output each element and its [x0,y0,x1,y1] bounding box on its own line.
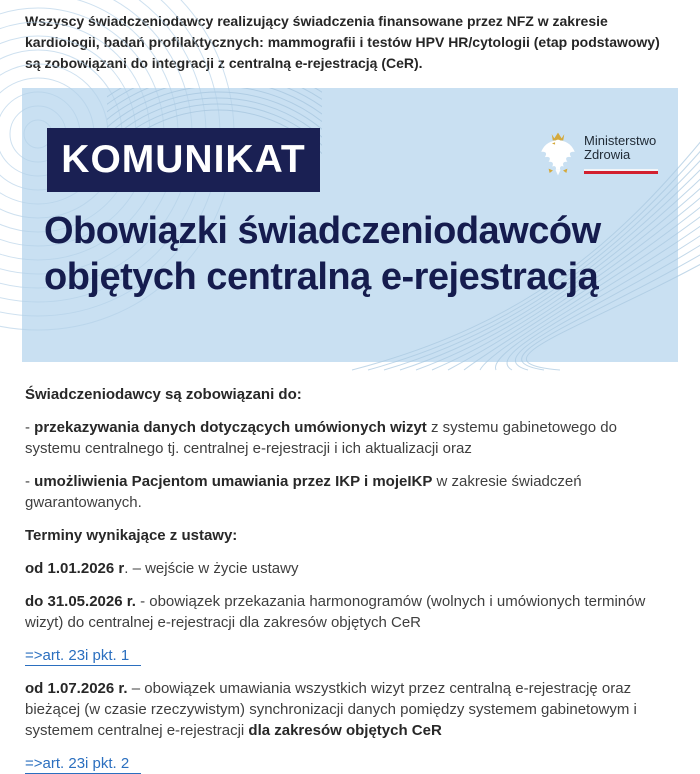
ministry-logo-text [584,131,658,174]
deadline-1-date: od 1.01.2026 r [25,560,125,577]
banner [22,88,678,362]
deadlines-heading: Terminy wynikające z ustawy: [25,527,238,544]
banner-title-line2: objętych centralną e-rejestracją [44,256,599,298]
art-23i-pkt-2-link[interactable]: =>art. 23i pkt. 2 [25,755,141,774]
ministry-logo [539,131,658,177]
banner-title-line1: Obowiązki świadczeniodawców [44,210,601,252]
deadline-3 [25,678,675,741]
ministry-name-line1: Ministerstwo [584,133,657,148]
deadline-1-text: . – wejście w życie ustawy [124,560,299,577]
banner-title [44,208,601,300]
obligation-item-2-bold: umożliwienia Pacjentom umawiania przez IKP i mojeIKP [34,473,433,490]
deadline-2-date: do 31.05.2026 r. [25,593,136,610]
deadline-2-text: - obowiązek przekazania harmonogramów (wolnych i umówionych terminów wizyt) do centralnej e-rejestracji dla zakresów objętych CeR [25,593,646,631]
deadline-2 [25,591,675,633]
item-dash: - [25,473,35,490]
obligation-item-2-rest: w zakresie świadczeń gwarantowanych. [25,473,582,511]
obligation-item-1 [25,417,675,459]
obligation-item-2 [25,471,675,513]
deadline-1 [25,558,675,579]
link-row-1 [25,645,675,666]
art-23i-pkt-1-link[interactable]: =>art. 23i pkt. 1 [25,647,141,666]
ministry-name-line2: Zdrowia [584,147,631,162]
deadline-3-text: – obowiązek umawiania wszystkich wizyt przez centralną e-rejestrację oraz bieżącej (w czasie rzeczywistym) synchronizacji danych pomiędzy systemem gabinetowym i systemem centralnej e-rejestracji [25,680,637,739]
deadline-3-date: od 1.07.2026 r. [25,680,128,697]
komunikat-badge [47,128,320,192]
link-row-2 [25,753,675,774]
obligation-item-1-bold: przekazywania danych dotyczących umówionych wizyt [34,419,427,436]
obligation-item-1-rest: z systemu gabinetowego do systemu centralnego tj. centralnej e-rejestracji i ich aktualizacji oraz [25,419,617,457]
content [25,384,675,774]
lead-paragraph: Wszyscy świadczeniodawcy realizujący świadczenia finansowane przez NFZ w zakresie kardiologii, badań profilaktycznych: mammografii i testów HPV HR/cytologii (etap podstawowy) są zobowiązani do integracji z centralną e-rejestracją (CeR). [25,13,660,71]
komunikat-badge-label: KOMUNIKAT [61,138,306,181]
polish-eagle-icon [539,131,577,177]
deadline-3-bold-tail: dla zakresów objętych CeR [248,722,442,739]
obligations-heading: Świadczeniodawcy są zobowiązani do: [25,386,302,403]
item-dash: - [25,419,35,436]
flag-divider [584,169,658,174]
